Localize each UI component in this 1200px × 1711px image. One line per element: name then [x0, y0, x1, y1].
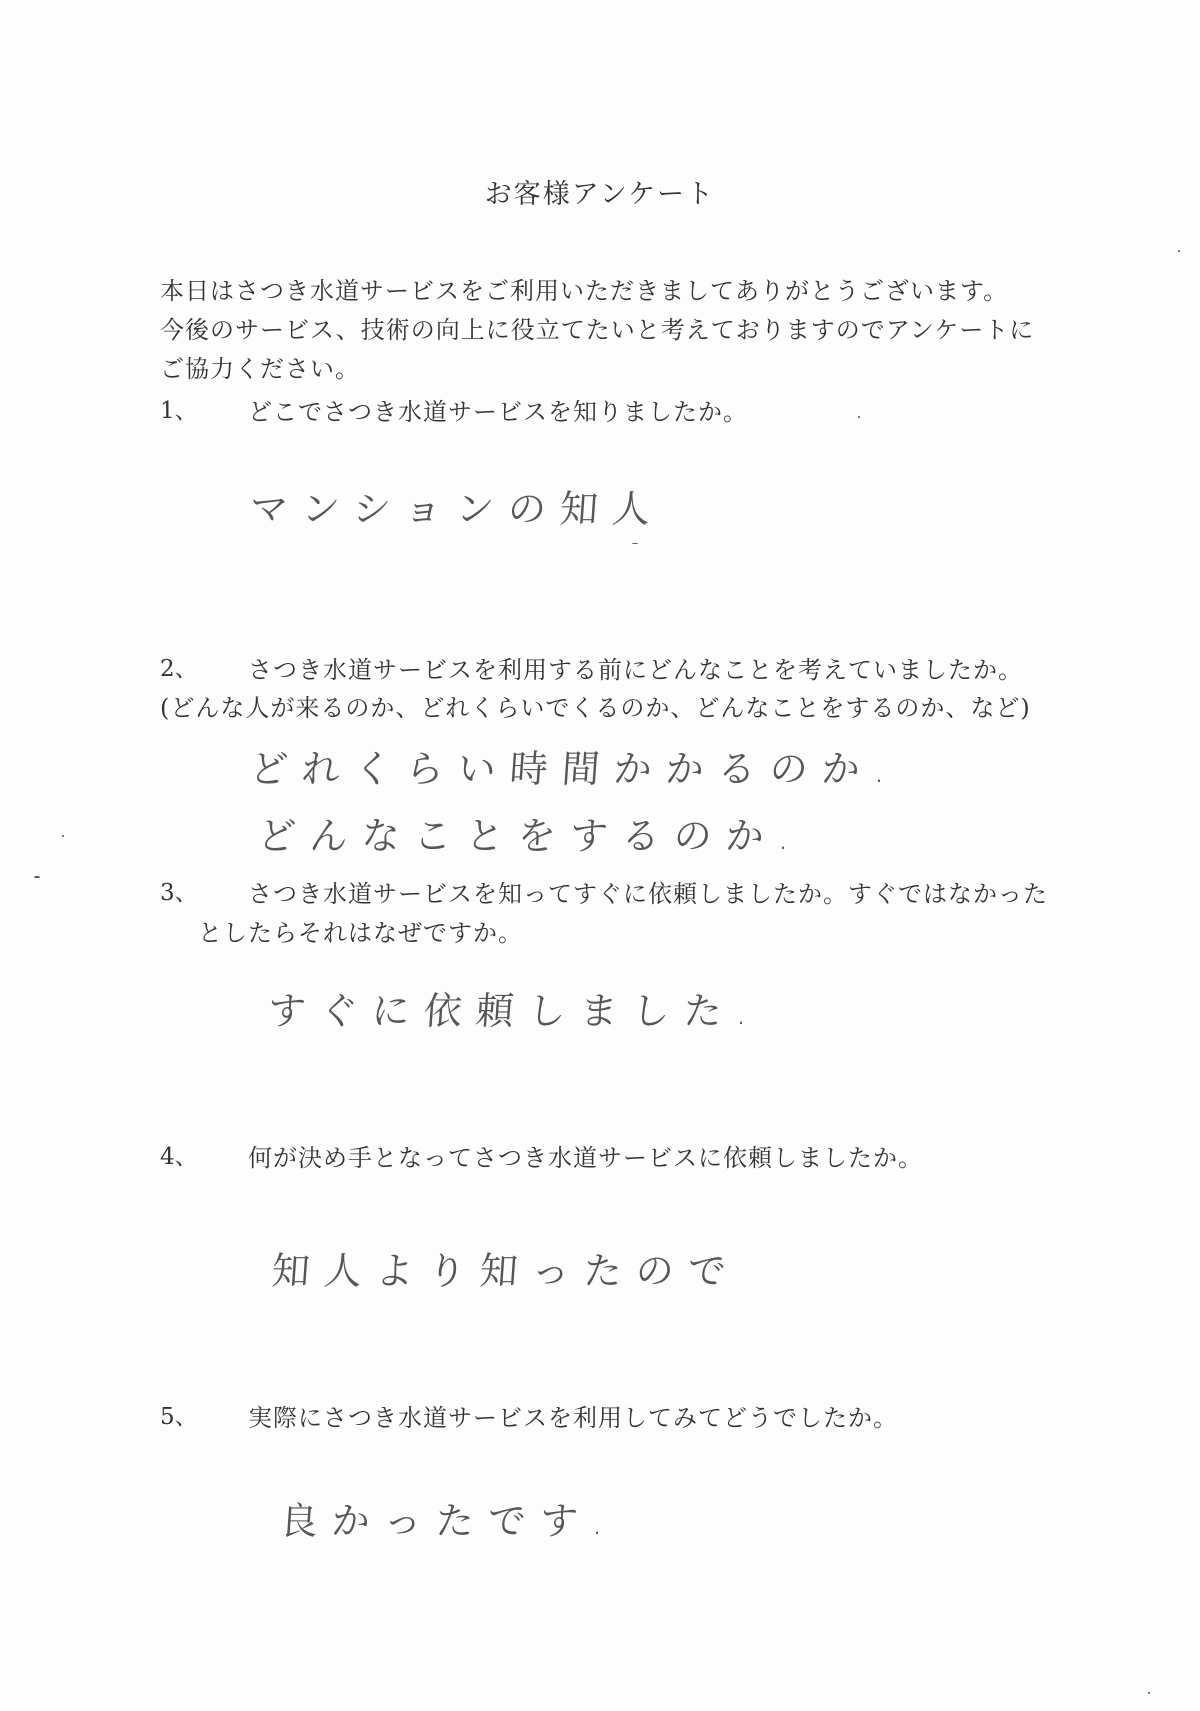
- intro-line-3: ご協力ください。: [160, 355, 360, 383]
- answer-2-line-1: どれくらい時間かかるのか.: [248, 747, 902, 791]
- answer-5-line-1: 良かったです.: [278, 1499, 620, 1543]
- answer-1-line-1: マンションの知人: [248, 487, 666, 531]
- scan-speck: [62, 835, 64, 837]
- answer-2-line-2: どんなことをするのか.: [256, 814, 806, 858]
- answer-3-line-1: すぐに依頼しました.: [266, 989, 764, 1033]
- intro-line-1: 本日はさつき水道サービスをご利用いただきましてありがとうございます。: [160, 277, 1009, 305]
- question-2-text: さつき水道サービスを利用する前にどんなことを考えていましたか。: [248, 656, 1023, 684]
- scan-speck: [632, 543, 638, 544]
- scan-speck: [858, 416, 860, 418]
- question-5-number: 5、: [160, 1404, 198, 1430]
- scan-speck: [34, 876, 40, 878]
- question-4-number: 4、: [160, 1144, 198, 1170]
- question-3-subtext: としたらそれはなぜですか。: [198, 919, 523, 947]
- scan-speck: [1178, 250, 1180, 252]
- intro-text: [160, 272, 1080, 389]
- question-2-number: 2、: [160, 656, 198, 682]
- question-1-text: どこでさつき水道サービスを知りましたか。: [248, 398, 748, 426]
- question-3-number: 3、: [160, 880, 198, 906]
- question-3-text: さつき水道サービスを知ってすぐに依頼しましたか。すぐではなかった: [248, 880, 1048, 908]
- page-title: お客様アンケート: [484, 179, 716, 210]
- question-2-subtext: (どんな人が来るのか、どれくらいでくるのか、どんなことをするのか、など): [160, 694, 1031, 722]
- scan-speck: [1148, 1692, 1150, 1694]
- question-4-text: 何が決め手となってさつき水道サービスに依頼しましたか。: [248, 1144, 923, 1172]
- answer-4-line-1: 知人より知ったので: [270, 1249, 742, 1293]
- intro-line-2: 今後のサービス、技術の向上に役立てたいと考えておりますのでアンケートに: [160, 316, 1035, 344]
- question-1-number: 1、: [160, 398, 198, 424]
- question-5-text: 実際にさつき水道サービスを利用してみてどうでしたか。: [248, 1404, 898, 1432]
